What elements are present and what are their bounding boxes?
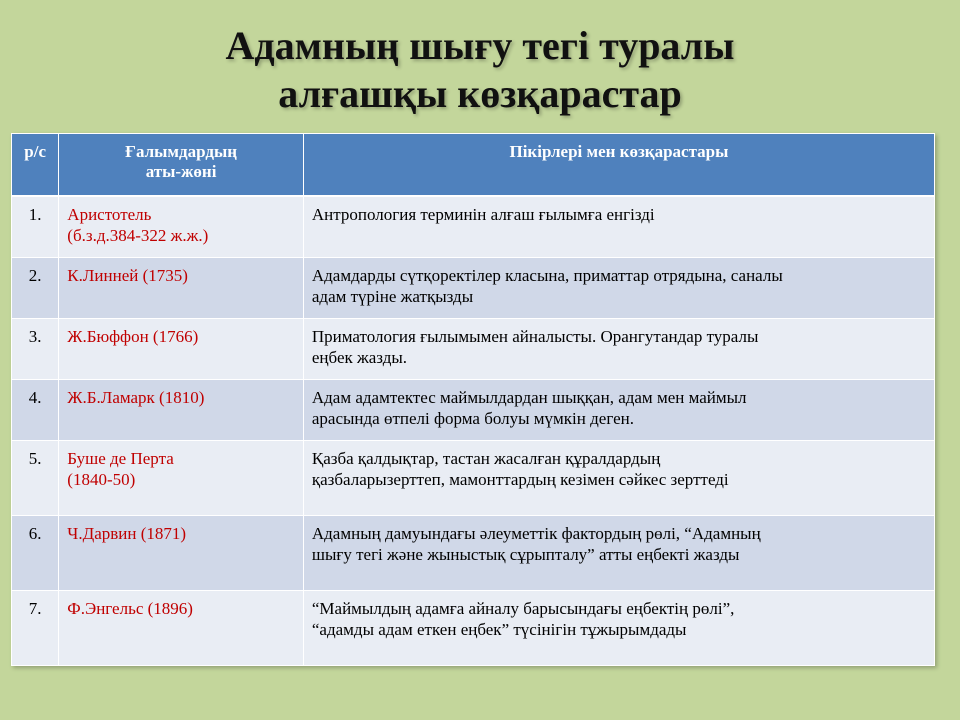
table-row [12, 516, 935, 591]
row-number: 5. [12, 441, 59, 516]
scientist-view-line-1: Приматология ғылымымен айналысты. Орангутандар туралы [311, 327, 759, 346]
scientist-view-line-2: шығу тегі және жыныстық сұрыпталу” атты еңбекті жазды [311, 545, 740, 564]
scientist-view [303, 591, 934, 666]
scientist-view-line-1: Адамның дамуындағы әлеуметтік фактордың рөлі, “Адамның [311, 524, 761, 543]
scientist-view-line-2: “адамды адам еткен еңбек” түсінігін тұжырымдады [311, 620, 687, 639]
scientist-view [303, 441, 934, 516]
slide-title-line-1: Адамның шығу тегі туралы [225, 23, 735, 68]
scientist-name-line-1: Ф.Энгельс (1896) [67, 599, 193, 618]
scientist-view-line-1: “Маймылдың адамға айналу барысындағы еңбектің рөлі”, [311, 599, 735, 618]
scientist-name-line-1: Ч.Дарвин (1871) [67, 524, 187, 543]
scientist-name [59, 196, 304, 258]
scientist-name [59, 516, 304, 591]
scientist-view-line-1: Антропология терминін алғаш ғылымға енгізді [311, 205, 655, 224]
header-name-line-1: Ғалымдардың [125, 142, 238, 161]
scientist-name [59, 319, 304, 380]
scientist-name-line-1: К.Линней (1735) [67, 266, 188, 285]
scientist-view-line-2: адам түріне жатқызды [311, 287, 474, 306]
scientist-name-line-1: Аристотель [67, 205, 152, 224]
slide-title [0, 22, 960, 118]
table-row [12, 380, 935, 441]
scientist-view [303, 196, 934, 258]
table-row [12, 258, 935, 319]
scientists-table [11, 133, 935, 666]
row-number: 4. [12, 380, 59, 441]
scientist-view-line-2: қазбаларызерттеп, мамонттардың кезімен сәйкес зерттеді [311, 470, 729, 489]
scientist-name [59, 380, 304, 441]
scientist-name-line-1: Буше де Перта [67, 449, 174, 468]
table-header-row [12, 134, 935, 197]
header-num: р/с [12, 134, 59, 197]
slide-title-line-2: алғашқы көзқарастар [278, 71, 682, 116]
row-number: 7. [12, 591, 59, 666]
scientist-name-line-2: (б.з.д.384-322 ж.ж.) [67, 226, 209, 245]
header-views: Пікірлері мен көзқарастары [303, 134, 934, 197]
table-row [12, 441, 935, 516]
table-row [12, 196, 935, 258]
scientist-view [303, 516, 934, 591]
scientist-name [59, 441, 304, 516]
row-number: 2. [12, 258, 59, 319]
scientist-name [59, 258, 304, 319]
scientist-view-line-1: Адамдарды сүтқоректілер класына, приматтар отрядына, саналы [311, 266, 783, 285]
scientist-name-line-1: Ж.Бюффон (1766) [67, 327, 199, 346]
scientist-view-line-1: Қазба қалдықтар, тастан жасалған құралдардың [311, 449, 661, 468]
header-name-line-2: аты-жөні [145, 162, 217, 181]
row-number: 6. [12, 516, 59, 591]
scientist-name-line-2: (1840-50) [67, 470, 136, 489]
scientist-view [303, 380, 934, 441]
scientist-name-line-1: Ж.Б.Ламарк (1810) [67, 388, 205, 407]
row-number: 3. [12, 319, 59, 380]
table-row [12, 319, 935, 380]
table-row [12, 591, 935, 666]
scientist-view [303, 258, 934, 319]
scientist-name [59, 591, 304, 666]
scientist-view [303, 319, 934, 380]
header-name [59, 134, 304, 197]
scientist-view-line-2: арасында өтпелі форма болуы мүмкін деген. [311, 409, 634, 428]
row-number: 1. [12, 196, 59, 258]
scientist-view-line-1: Адам адамтектес маймылдардан шыққан, адам мен маймыл [311, 388, 747, 407]
scientist-view-line-2: еңбек жазды. [311, 348, 408, 367]
